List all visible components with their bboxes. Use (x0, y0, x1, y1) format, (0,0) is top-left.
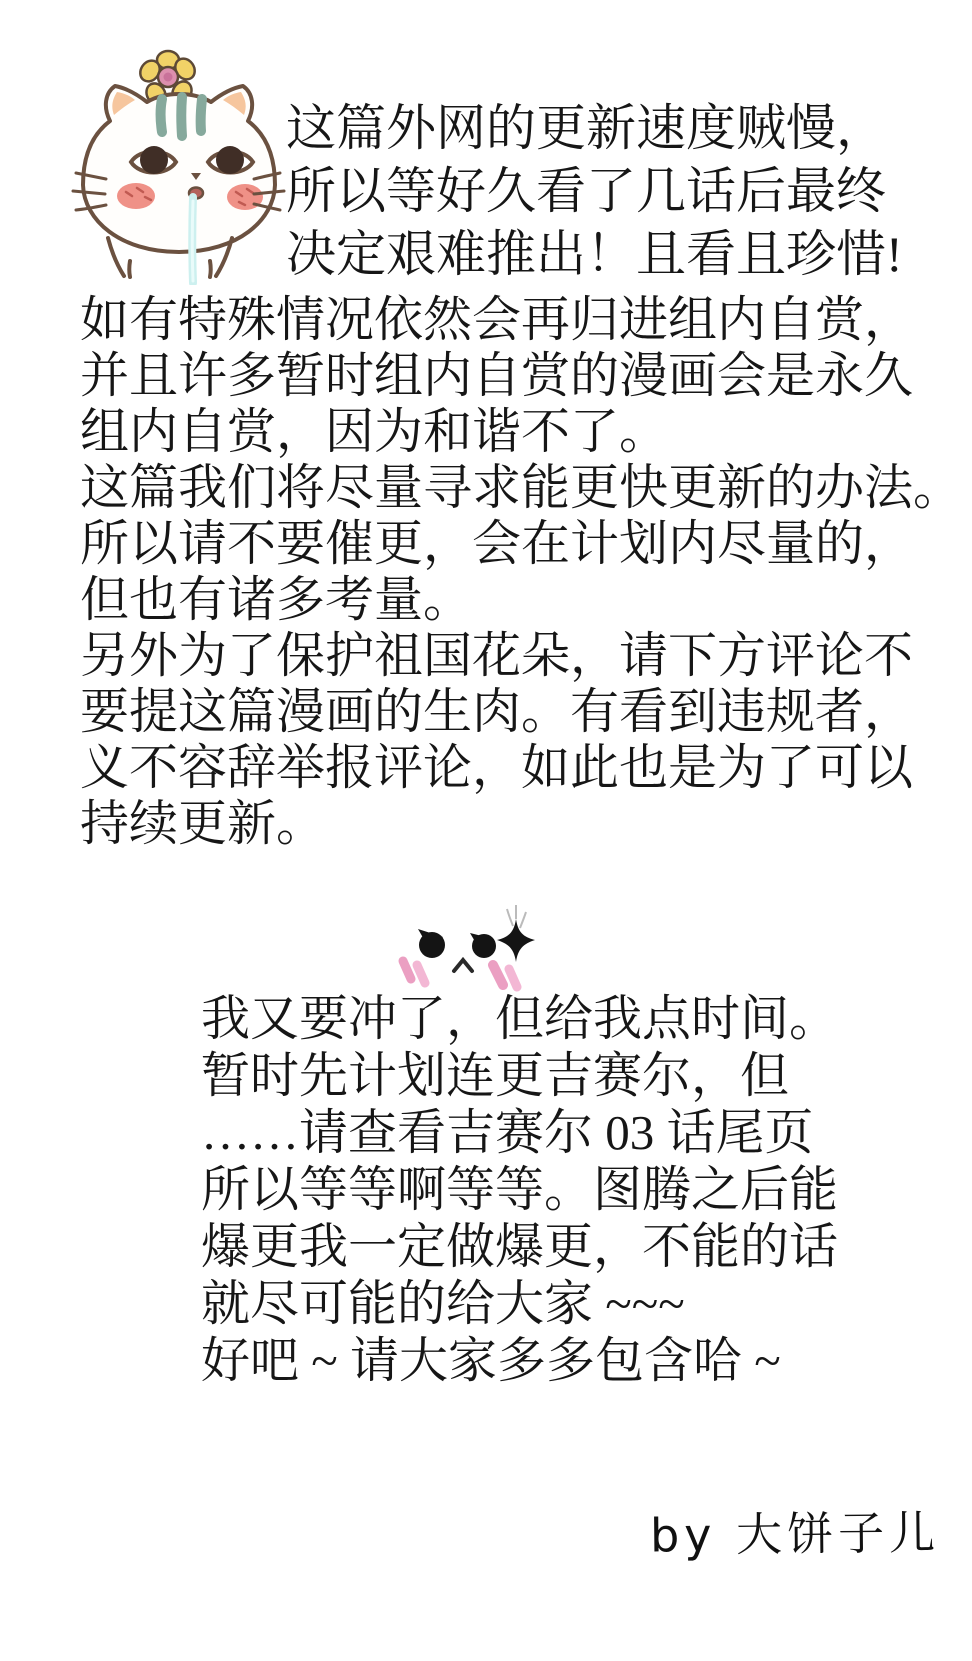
note-line: 所以等好久看了几话后最终 (286, 163, 886, 219)
emote-mouth (454, 960, 472, 971)
note-line: 但也有诸多考量。 (80, 572, 473, 627)
tear-drool (192, 197, 193, 283)
signature: by 大饼子儿 (649, 1505, 941, 1563)
flower-center-dot (164, 73, 173, 82)
note-line: 要提这篇漫画的生肉。有看到违规者， (80, 684, 914, 739)
note-line: 暂时先计划连更吉赛尔，但 (201, 1048, 790, 1103)
note-line: 所以请不要催更，会在计划内尽量的， (80, 516, 914, 571)
note-line: 持续更新。 (80, 796, 326, 851)
note-line: 这篇我们将尽量寻求能更快更新的办法。 (80, 460, 963, 515)
note-line: 所以等等啊等等。图腾之后能 (201, 1162, 839, 1217)
top-note (286, 97, 903, 286)
note-line: 就尽可能的给大家 ~~~ (201, 1276, 685, 1331)
note-line: 这篇外网的更新速度贼慢， (286, 100, 886, 156)
note-line: 爆更我一定做爆更，不能的话 (201, 1219, 839, 1274)
plan-note (201, 990, 838, 1389)
note-line: 义不容辞举报评论，如此也是为了可以 (80, 740, 914, 795)
crying-cat-illustration (68, 45, 288, 285)
determined-face-illustration (385, 893, 555, 1003)
note-line: 组内自赏，因为和谐不了。 (80, 404, 669, 459)
note-line: 决定艰难推出！且看且珍惜! (286, 226, 903, 282)
emote-sparkle-icon (497, 919, 535, 962)
note-line: 另外为了保护祖国花朵，请下方评论不 (80, 628, 914, 683)
note-line: ……请查看吉赛尔 03 话尾页 (201, 1105, 814, 1160)
note-line: 如有特殊情况依然会再归进组内自赏， (80, 292, 914, 347)
note-line: 好吧 ~ 请大家多多包含哈 ~ (201, 1333, 781, 1388)
emote-eyes (418, 929, 496, 958)
note-line: 我又要冲了，但给我点时间。 (201, 991, 839, 1046)
note-line: 并且许多暂时组内自赏的漫画会是永久 (80, 348, 914, 403)
main-note (80, 292, 962, 852)
